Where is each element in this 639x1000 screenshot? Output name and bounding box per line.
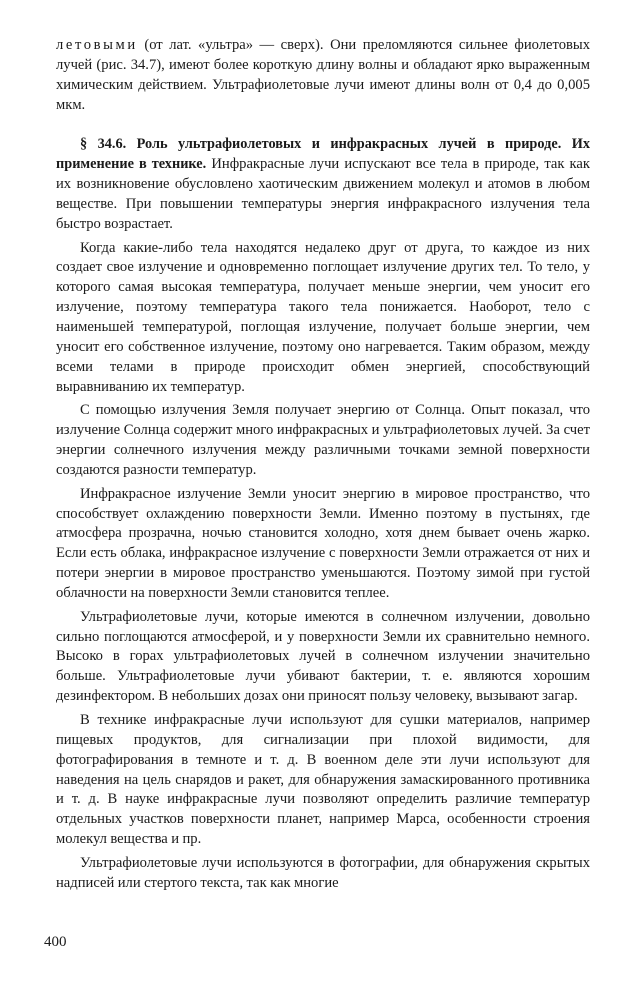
section-text: Инфракрасные лучи испускают все тела в природе, так как их возникновение обусловлено хаотическим движением молекул и атомов в любом веществе. При повышении температуры энергия инфракрасного излучения тела быстро возрастает. <box>56 156 590 232</box>
body-paragraph: Ультрафиолетовые лучи, которые имеются в солнечном излучении, довольно сильно поглощаются атмосферой, и у поверхности Земли их сравнительно немного. Высоко в горах ультрафиолетовых лучей в солнечном излучении значительно больше. Ультрафиолетовые лучи убивают бактерии, т. е. являются хорошим дезинфектором. В небольших дозах они приносят пользу человеку, вызывают загар. <box>56 608 590 705</box>
body-paragraph: В технике инфракрасные лучи используют для сушки материалов, например пищевых продуктов, для сигнализации при плохой видимости, для фотографирования в темноте и т. д. В военном деле эти лучи используют для наведения на цель снарядов и ракет, для обнаружения замаскированного противника и т. д. В науке инфракрасные лучи позволяют определить различие температур отдельных участков поверхности планет, например Марса, особенности строения молекул вещества и пр. <box>56 712 590 848</box>
intro-paragraph <box>56 36 590 115</box>
body-paragraph: Инфракрасное излучение Земли уносит энергию в мировое пространство, что способствует охлаждению поверхности Земли. Именно поэтому в пустынях, где атмосфера прозрачна, ночью становится холодно, хотя днем бывает очень жарко. Если есть облака, инфракрасное излучение с поверхности Земли отражается от них и потери энергии в мировое пространство уменьшаются. Поэтому зимой при густой облачности на поверхности Земли становится теплее. <box>56 485 590 601</box>
page-body <box>56 36 590 894</box>
intro-text: (от лат. «ультра» — сверх). Они преломляются сильнее фиолетовых лучей (рис. 34.7), имеют более короткую длину волны и обладают ярко выраженным химическим действием. Ультрафиолетовые лучи имеют длины волн от 0,4 до 0,005 мкм. <box>56 37 590 113</box>
body-paragraph: Когда какие-либо тела находятся недалеко друг от друга, то каждое из них создает свое излучение и одновременно поглощает излучение других тел. То тело, у которого самая высокая температура, получает меньше энергии, чем уносит его излучение, поэтому температура такого тела понижается. Наоборот, тело с наименьшей температурой, поглощая излучение, получает больше энергии, чем уносит его собственное излучение, поэтому оно нагревается. Таким образом, между всеми телами в природе происходит обмен энергией, способствующий выравниванию их температур. <box>56 239 590 395</box>
body-paragraph: Ультрафиолетовые лучи используются в фотографии, для обнаружения скрытых надписей или стертого текста, так как многие <box>56 854 590 891</box>
body-paragraph: С помощью излучения Земля получает энергию от Солнца. Опыт показал, что излучение Солнца содержит много инфракрасных и ультрафиолетовых лучей. За счет энергии солнечного излучения между различными точками земной поверхности создаются разности температур. <box>56 402 590 478</box>
intro-spaced-word: летовыми <box>56 37 138 53</box>
page-number: 400 <box>44 934 67 950</box>
section-paragraph <box>56 135 590 234</box>
section-heading: § 34.6. Роль ультрафиолетовых и инфракрасных лучей в природе. Их применение в технике. <box>56 136 590 173</box>
